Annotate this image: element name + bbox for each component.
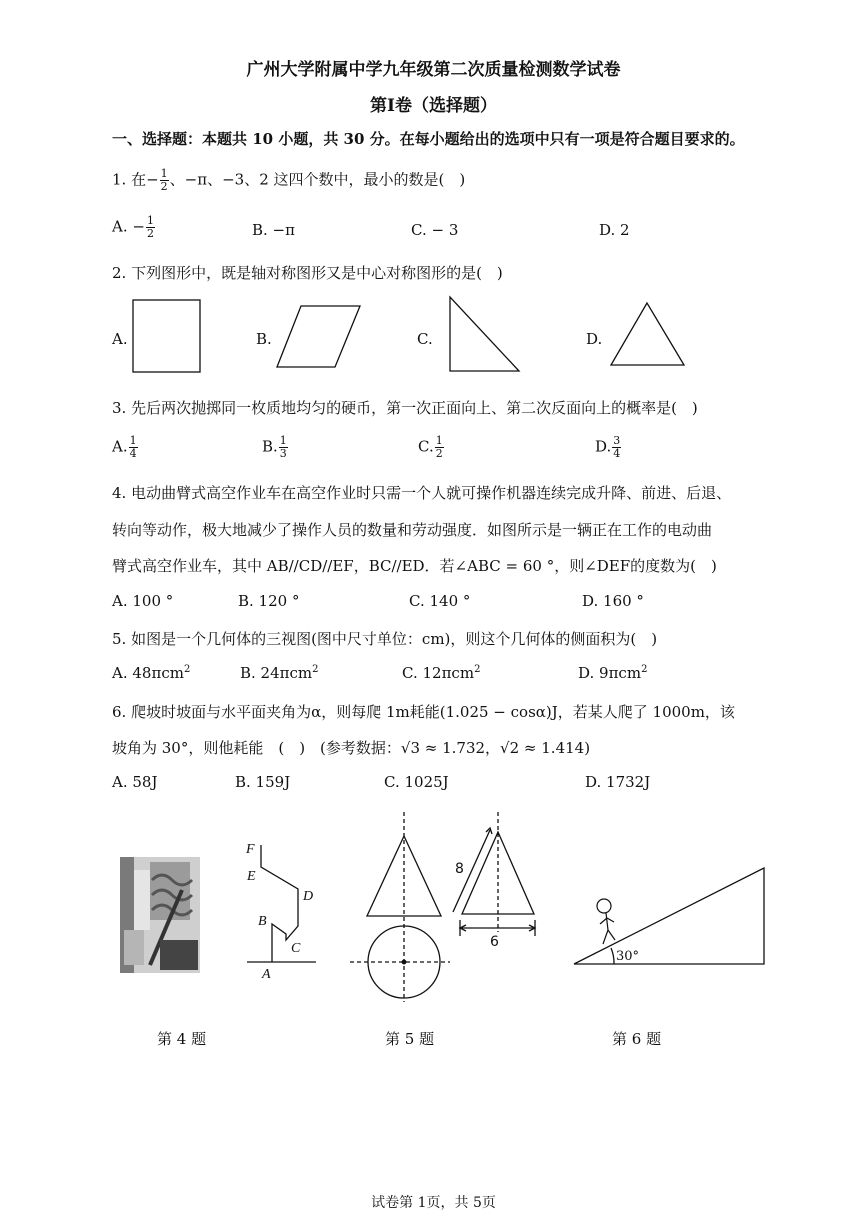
q3-option-b[interactable]: B. $\frac{1}{3}$ <box>262 434 287 460</box>
q3-stem: 3. 先后两次抛掷同一枚质地均匀的硬币，第一次正面向上、第二次反面向上的概率是( ) <box>112 399 698 417</box>
q3-option-c[interactable]: C. $\frac{1}{2}$ <box>418 434 443 460</box>
q5-option-c[interactable]: C. 12πcm$^2$ <box>402 664 481 682</box>
q2-label-b[interactable]: B. <box>256 330 272 348</box>
q6-option-b[interactable]: B. 159J <box>235 773 291 791</box>
q1-stem: 1. 在− $\frac{1}{2}$ 、−π、−3、2 这四个数中，最小的数是( ) <box>112 167 466 193</box>
point-label-d: D <box>303 889 314 904</box>
climber-figure <box>597 899 615 944</box>
q6-stem-line1: 6. 爬坡时坡面与水平面夹角为α，则每爬 1m耗能(1.025 − cosα)J，若某人爬了 1000m，该 <box>112 703 735 721</box>
exam-title: 广州大学附属中学九年级第二次质量检测数学试卷 <box>246 60 621 80</box>
q2-label-a[interactable]: A. <box>112 330 128 348</box>
point-label-e: E <box>247 869 256 884</box>
q6-option-d[interactable]: D. 1732J <box>585 773 651 791</box>
q1-option-a[interactable]: A. − $\frac{1}{2}$ <box>112 214 154 240</box>
q4-stem-line2: 转向等动作，极大地减少了操作人员的数量和劳动强度．如图所示是一辆正在工作的电动曲 <box>112 521 713 539</box>
q4-stem-line1: 4. 电动曲臂式高空作业车在高空作业时只需一个人就可操作机器连续完成升降、前进、后退、 <box>112 484 732 502</box>
q6-option-a[interactable]: A. 58J <box>112 773 158 791</box>
fig4-photo <box>120 857 200 973</box>
point-label-b: B <box>258 914 267 929</box>
point-label-f: F <box>246 842 255 857</box>
fig5-front-view <box>367 812 441 1002</box>
dim-label-slant: 8 <box>455 861 464 877</box>
point-label-a: A <box>262 967 271 982</box>
q1-option-d[interactable]: D. 2 <box>599 221 630 239</box>
q3-option-a[interactable]: A. $\frac{1}{4}$ <box>112 434 137 460</box>
page-footer: 试卷第 1页，共 5页 <box>371 1195 496 1211</box>
q2-label-d[interactable]: D. <box>586 330 603 348</box>
q4-option-d[interactable]: D. 160 ° <box>582 592 644 610</box>
q1-option-c[interactable]: C. − 3 <box>411 221 459 239</box>
caption-fig5: 第 5 题 <box>385 1030 435 1048</box>
fig5-side-view <box>453 812 535 936</box>
part1-instruction: 一、选择题：本题共 10 小题，共 30 分。在每小题给出的选项中只有一项是符合题目要求的。 <box>112 130 745 148</box>
q5-option-b[interactable]: B. 24πcm$^2$ <box>240 664 319 682</box>
fig5-top-view <box>350 926 450 998</box>
q5-stem: 5. 如图是一个几何体的三视图(图中尺寸单位：cm)，则这个几何体的侧面积为( ) <box>112 630 658 648</box>
q4-stem-line3: 臂式高空作业车，其中 AB//CD//EF，BC//ED．若∠ABC = 60 °，则∠DEF的度数为( ) <box>112 557 717 575</box>
point-label-c: C <box>291 941 301 956</box>
q2-label-c[interactable]: C. <box>417 330 433 348</box>
section-title: 第Ⅰ卷（选择题） <box>370 96 497 116</box>
q3-option-d[interactable]: D. $\frac{3}{4}$ <box>595 434 621 460</box>
dim-label-width: 6 <box>490 934 499 950</box>
q2-stem: 2. 下列图形中，既是轴对称图形又是中心对称图形的是( ) <box>112 264 503 282</box>
q5-option-d[interactable]: D. 9πcm$^2$ <box>578 664 648 682</box>
q4-option-c[interactable]: C. 140 ° <box>409 592 471 610</box>
q6-stem-line2: 坡角为 30°，则他耗能 ( ) (参考数据：√3 ≈ 1.732，√2 ≈ 1.414) <box>112 739 591 757</box>
q6-option-c[interactable]: C. 1025J <box>384 773 449 791</box>
q4-option-b[interactable]: B. 120 ° <box>238 592 300 610</box>
angle-label: 30° <box>616 949 640 964</box>
caption-fig6: 第 6 题 <box>612 1030 662 1048</box>
caption-fig4: 第 4 题 <box>157 1030 207 1048</box>
fig6-slope <box>574 868 764 964</box>
q1-option-b[interactable]: B. −π <box>252 221 295 239</box>
q5-option-a[interactable]: A. 48πcm$^2$ <box>112 664 191 682</box>
q4-option-a[interactable]: A. 100 ° <box>112 592 174 610</box>
